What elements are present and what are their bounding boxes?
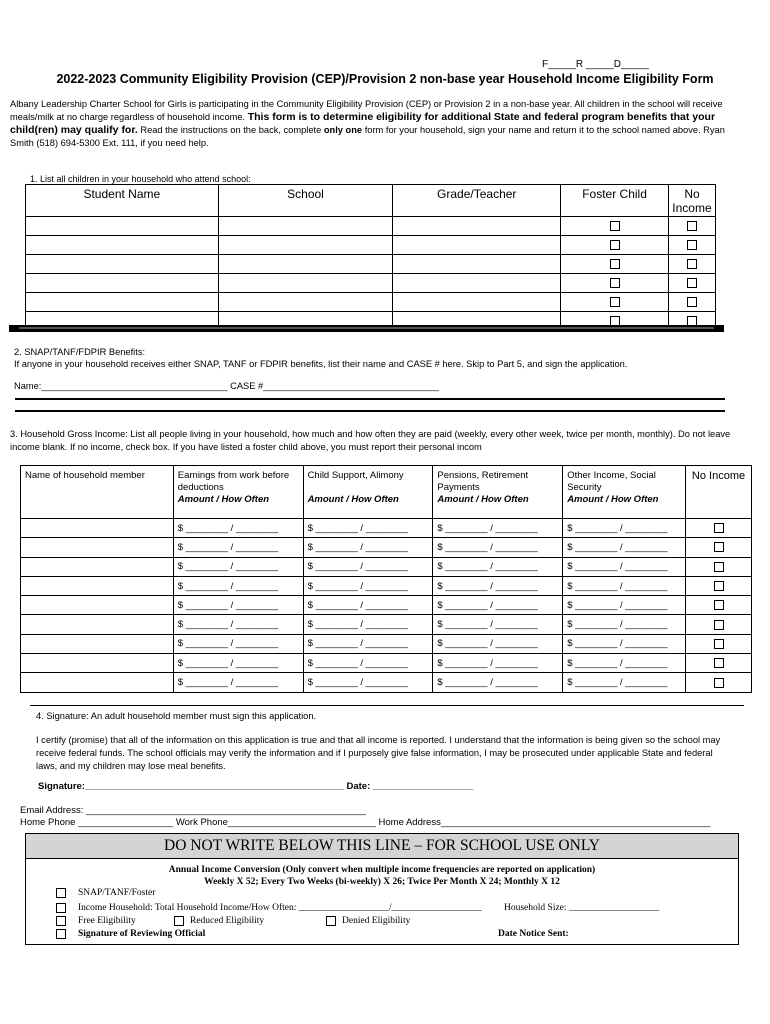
checkbox-cell — [668, 217, 715, 236]
divider-line — [15, 398, 725, 400]
checkbox-cell — [668, 274, 715, 293]
page-title: 2022-2023 Community Eligibility Provision (CEP)/Provision 2 non-base year Household Income Eligibility Form — [56, 72, 714, 86]
amount-cell[interactable]: $ ________ / ________ — [433, 634, 563, 653]
member-name-cell[interactable] — [21, 557, 174, 576]
income-table — [20, 465, 752, 693]
amount-cell[interactable]: $ ________ / ________ — [563, 576, 686, 595]
foster-child-checkbox[interactable] — [610, 221, 620, 231]
amount-cell[interactable]: $ ________ / ________ — [433, 557, 563, 576]
checkbox-cell — [561, 236, 669, 255]
checkbox-cell — [668, 236, 715, 255]
free-checkbox[interactable] — [56, 916, 66, 926]
checkbox-cell — [561, 255, 669, 274]
col-grade-teacher: Grade/Teacher — [393, 185, 561, 217]
no-income-checkbox[interactable] — [714, 639, 724, 649]
amount-cell[interactable]: $ ________ / ________ — [303, 615, 433, 634]
section2-label: 2. SNAP/TANF/FDPIR Benefits: — [14, 347, 146, 357]
amount-cell[interactable]: $ ________ / ________ — [173, 654, 303, 673]
col-amount-label: Amount / How Often — [177, 494, 270, 505]
income-label: Income Household: Total Household Income/How Often: ___________________/___________________ — [78, 903, 482, 914]
table-row — [21, 615, 752, 634]
table-row — [26, 274, 716, 293]
eligibility-row — [56, 916, 716, 926]
income-checkbox[interactable] — [56, 903, 66, 913]
income-conversion-rates: Weekly X 52; Every Two Weeks (bi-weekly) X 26; Twice Per Month X 24; Monthly X 12 — [204, 877, 560, 887]
no-income-cell — [686, 596, 752, 615]
foster-child-checkbox[interactable] — [610, 278, 620, 288]
table-row — [21, 538, 752, 557]
no-income-checkbox[interactable] — [687, 240, 697, 250]
amount-cell[interactable]: $ ________ / ________ — [563, 519, 686, 538]
input-cell[interactable] — [218, 217, 393, 236]
input-cell[interactable] — [393, 217, 561, 236]
member-name-cell[interactable] — [21, 538, 174, 557]
member-name-cell[interactable] — [21, 673, 174, 692]
denied-label: Denied Eligibility — [342, 916, 411, 927]
col-school: School — [218, 185, 393, 217]
section3-label: 3. Household Gross Income: List all people living in your household, how much and how often they are paid (weekly, every other week, twice per month, monthly). Do not leave income blank. If no income, check box. If you have listed a foster child above, you must report their personal incom — [10, 429, 731, 452]
no-income-cell — [686, 557, 752, 576]
amount-cell[interactable]: $ ________ / ________ — [173, 557, 303, 576]
amount-cell[interactable]: $ ________ / ________ — [433, 596, 563, 615]
snap-name-case-field[interactable]: Name:____________________________________ CASE #__________________________________ — [14, 381, 439, 391]
amount-cell[interactable]: $ ________ / ________ — [173, 576, 303, 595]
col-no-income: No Income — [686, 466, 752, 519]
input-cell[interactable] — [218, 255, 393, 274]
household-size-label: Household Size: ___________________ — [504, 903, 660, 913]
no-income-checkbox[interactable] — [714, 581, 724, 591]
foster-child-checkbox[interactable] — [610, 240, 620, 250]
intro-text-3: form for your household, sign your name and return it to the school named above. Ryan Smith (518) 694-5300 Ext. 111, if you need help. — [10, 125, 725, 148]
table-row — [21, 557, 752, 576]
col-other-income — [563, 466, 686, 519]
no-income-checkbox[interactable] — [687, 221, 697, 231]
amount-cell[interactable]: $ ________ / ________ — [433, 654, 563, 673]
input-cell[interactable] — [218, 274, 393, 293]
no-income-cell — [686, 634, 752, 653]
no-income-checkbox[interactable] — [714, 620, 724, 630]
certification-text: I certify (promise) that all of the information on this application is true and that all income is reported. I understand that the information is being given so the school may receive federal funds. The school officials may verify the information and if I purposely give false information, I may be prosecuted under applicable State and federal laws, and my children may lose meal benefits. — [36, 735, 721, 771]
income-conversion-note — [26, 864, 738, 888]
children-table — [25, 184, 716, 331]
amount-cell[interactable]: $ ________ / ________ — [433, 615, 563, 634]
input-cell[interactable] — [26, 217, 219, 236]
snap-checkbox[interactable] — [56, 888, 66, 898]
amount-cell[interactable]: $ ________ / ________ — [303, 557, 433, 576]
amount-cell[interactable]: $ ________ / ________ — [563, 634, 686, 653]
input-cell[interactable] — [26, 236, 219, 255]
amount-cell[interactable]: $ ________ / ________ — [433, 519, 563, 538]
table-row — [21, 673, 752, 692]
snap-label: SNAP/TANF/Foster — [78, 888, 156, 899]
checkbox-cell — [668, 255, 715, 274]
intro-text-2: Read the instructions on the back, complete — [140, 125, 322, 135]
input-cell[interactable] — [393, 236, 561, 255]
no-income-checkbox[interactable] — [714, 523, 724, 533]
table-row — [26, 293, 716, 312]
amount-cell[interactable]: $ ________ / ________ — [303, 654, 433, 673]
input-cell[interactable] — [26, 274, 219, 293]
intro-emphasis: This form is to determine eligibility for additional State and federal program benefits that your child(ren) may qualify for. — [10, 111, 716, 136]
amount-cell[interactable]: $ ________ / ________ — [303, 634, 433, 653]
reviewer-label: Signature of Reviewing Official — [78, 929, 206, 940]
intro-paragraph — [10, 98, 750, 150]
divider-line — [30, 705, 744, 706]
amount-cell[interactable]: $ ________ / ________ — [173, 519, 303, 538]
input-cell[interactable] — [26, 255, 219, 274]
intro-bold: only one — [323, 125, 363, 135]
col-earnings — [173, 466, 303, 519]
member-name-cell[interactable] — [21, 596, 174, 615]
member-name-cell[interactable] — [21, 615, 174, 634]
amount-cell[interactable]: $ ________ / ________ — [563, 557, 686, 576]
divider-line — [15, 410, 725, 412]
intro-text: Albany Leadership Charter School for Girls is participating in the Community Eligibility Provision (CEP) or Provision 2 in a non-base year. All children in the school will receive meals/milk at no charge regardless of household income. — [10, 99, 723, 122]
amount-cell[interactable]: $ ________ / ________ — [173, 615, 303, 634]
input-cell[interactable] — [26, 293, 219, 312]
reduced-checkbox[interactable] — [174, 916, 184, 926]
divider-bar-inner — [19, 327, 714, 329]
input-cell[interactable] — [393, 293, 561, 312]
section2 — [14, 346, 627, 370]
phone-address-fields[interactable]: Home Phone __________________ Work Phone____________________________ Home Address___________________________________________________ — [20, 817, 711, 828]
amount-cell[interactable]: $ ________ / ________ — [563, 596, 686, 615]
income-row — [56, 903, 716, 913]
reviewer-checkbox[interactable] — [56, 929, 66, 939]
amount-cell[interactable]: $ ________ / ________ — [173, 596, 303, 615]
checkbox-cell — [561, 293, 669, 312]
no-income-checkbox[interactable] — [714, 658, 724, 668]
no-income-cell — [686, 615, 752, 634]
amount-cell[interactable]: $ ________ / ________ — [303, 519, 433, 538]
no-income-checkbox[interactable] — [714, 600, 724, 610]
school-use-box — [25, 858, 739, 945]
col-no-income: No Income — [668, 185, 715, 217]
amount-cell[interactable]: $ ________ / ________ — [173, 634, 303, 653]
table-row — [26, 255, 716, 274]
col-child-support — [303, 466, 433, 519]
income-conversion-title: Annual Income Conversion (Only convert when multiple income frequencies are reported on application) — [168, 865, 596, 875]
col-household-member: Name of household member — [21, 466, 174, 519]
income-rows — [21, 519, 752, 693]
reviewer-row — [56, 929, 716, 939]
amount-cell[interactable]: $ ________ / ________ — [173, 538, 303, 557]
col-child-support-label: Child Support, Alimony — [307, 470, 404, 481]
member-name-cell[interactable] — [21, 519, 174, 538]
no-income-cell — [686, 538, 752, 557]
signature-date-field[interactable]: Signature:_________________________________________________ Date: ___________________ — [38, 781, 474, 792]
amount-cell[interactable]: $ ________ / ________ — [563, 538, 686, 557]
no-income-cell — [686, 654, 752, 673]
amount-cell[interactable]: $ ________ / ________ — [563, 654, 686, 673]
input-cell[interactable] — [218, 293, 393, 312]
foster-child-checkbox[interactable] — [610, 297, 620, 307]
table-row — [21, 576, 752, 595]
col-student-name: Student Name — [26, 185, 219, 217]
no-income-checkbox[interactable] — [714, 678, 724, 688]
col-amount-label: Amount / How Often — [307, 494, 399, 505]
col-earnings-label: Earnings from work before deductions — [177, 470, 290, 493]
amount-cell[interactable]: $ ________ / ________ — [433, 673, 563, 692]
col-pensions-label: Pensions, Retirement Payments — [437, 470, 529, 493]
checkbox-cell — [668, 293, 715, 312]
col-foster-child: Foster Child — [561, 185, 669, 217]
table-row — [21, 519, 752, 538]
col-amount-label: Amount / How Often — [567, 494, 659, 505]
no-income-checkbox[interactable] — [687, 259, 697, 269]
amount-cell[interactable]: $ ________ / ________ — [433, 576, 563, 595]
no-income-cell — [686, 519, 752, 538]
snap-row — [56, 888, 155, 898]
table-row — [21, 654, 752, 673]
table-row — [26, 236, 716, 255]
denied-checkbox[interactable] — [326, 916, 336, 926]
school-use-banner: DO NOT WRITE BELOW THIS LINE – FOR SCHOOL USE ONLY — [25, 833, 739, 859]
section1-label: 1. List all children in your household who attend school: — [30, 174, 251, 184]
col-other-income-label: Other Income, Social Security — [567, 470, 656, 493]
input-cell[interactable] — [393, 274, 561, 293]
col-amount-label: Amount / How Often — [437, 494, 529, 505]
no-income-cell — [686, 673, 752, 692]
input-cell[interactable] — [393, 255, 561, 274]
email-field[interactable]: Email Address: _____________________________________________________ — [20, 805, 367, 816]
table-row — [21, 596, 752, 615]
children-rows — [26, 217, 716, 331]
section2-desc: If anyone in your household receives either SNAP, TANF or FDPIR benefits, list their name and CASE # here. Skip to Part 5, and sign the application. — [14, 359, 628, 369]
member-name-cell[interactable] — [21, 576, 174, 595]
free-label: Free Eligibility — [78, 916, 136, 927]
no-income-checkbox[interactable] — [714, 562, 724, 572]
member-name-cell[interactable] — [21, 654, 174, 673]
no-income-cell — [686, 576, 752, 595]
office-codes: F_____R _____D_____ — [542, 59, 649, 70]
amount-cell[interactable]: $ ________ / ________ — [173, 673, 303, 692]
input-cell[interactable] — [218, 236, 393, 255]
amount-cell[interactable]: $ ________ / ________ — [303, 596, 433, 615]
no-income-checkbox[interactable] — [687, 297, 697, 307]
table-row — [26, 217, 716, 236]
reduced-label: Reduced Eligibility — [190, 916, 265, 927]
amount-cell[interactable]: $ ________ / ________ — [303, 673, 433, 692]
member-name-cell[interactable] — [21, 634, 174, 653]
amount-cell[interactable]: $ ________ / ________ — [303, 538, 433, 557]
amount-cell[interactable]: $ ________ / ________ — [433, 538, 563, 557]
contact-fields — [20, 805, 710, 829]
col-pensions — [433, 466, 563, 519]
table-row — [21, 634, 752, 653]
amount-cell[interactable]: $ ________ / ________ — [303, 576, 433, 595]
section4-label: 4. Signature: An adult household member must sign this application. — [36, 711, 317, 721]
foster-child-checkbox[interactable] — [610, 259, 620, 269]
date-notice-label: Date Notice Sent: — [498, 929, 569, 939]
checkbox-cell — [561, 274, 669, 293]
checkbox-cell — [561, 217, 669, 236]
no-income-checkbox[interactable] — [687, 278, 697, 288]
amount-cell[interactable]: $ ________ / ________ — [563, 673, 686, 692]
amount-cell[interactable]: $ ________ / ________ — [563, 615, 686, 634]
no-income-checkbox[interactable] — [714, 542, 724, 552]
